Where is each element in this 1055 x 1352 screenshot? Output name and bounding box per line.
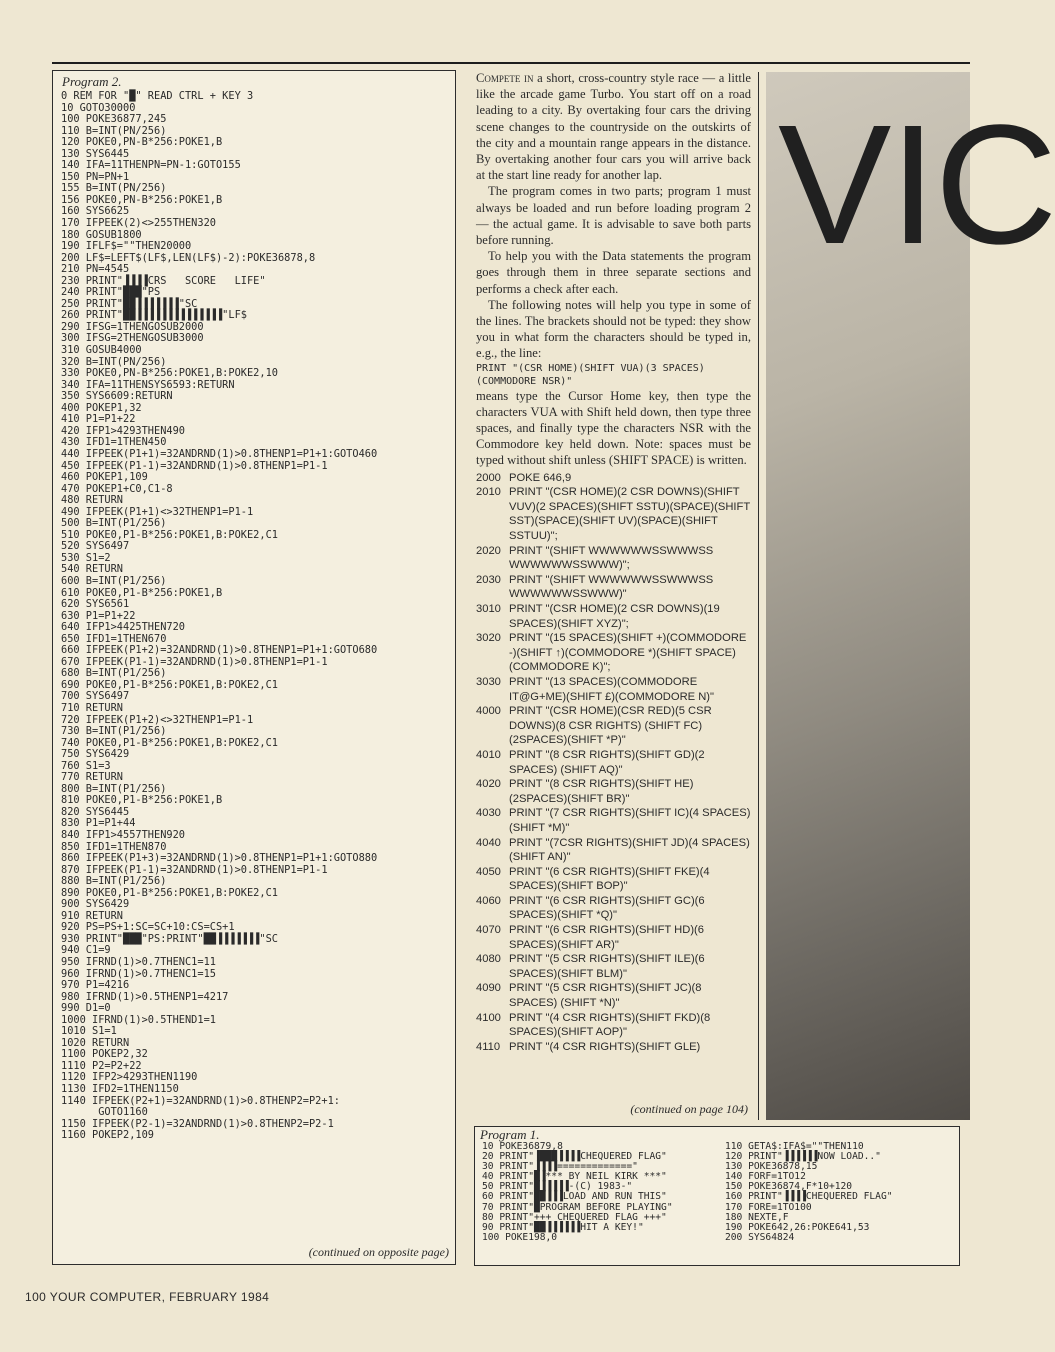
code-line: 870 IFPEEK(P1-1)=32ANDRND(1)>0.8THENP1=P1-1 bbox=[61, 863, 328, 876]
code-line: 60 PRINT"██▐▐▐LOAD AND RUN THIS" bbox=[482, 1191, 667, 1203]
code-line: 40 PRINT"█▐*** BY NEIL KIRK ***" bbox=[482, 1171, 667, 1183]
code-line: 800 B=INT(P1/256) bbox=[61, 782, 167, 795]
code-line: 160 PRINT"▐▐▐▐CHEQUERED FLAG" bbox=[725, 1191, 893, 1203]
code-line: 20 PRINT"▐███▐▐▐▐CHEQUERED FLAG" bbox=[482, 1151, 667, 1163]
code-line: 30 PRINT"▐▐▐▐=============" bbox=[482, 1161, 638, 1173]
code-line: 830 P1=P1+44 bbox=[61, 817, 136, 830]
program1-title: Program 1. bbox=[480, 1127, 540, 1142]
code-line: 730 B=INT(P1/256) bbox=[61, 725, 167, 738]
code-line: 620 SYS6561 bbox=[61, 598, 130, 611]
source-line-text: PRINT "(13 SPACES)(COMMODORE IT@G+ME)(SHIFT £)(COMMODORE N)" bbox=[509, 675, 714, 703]
car-photo bbox=[766, 72, 1055, 1120]
source-line bbox=[476, 675, 751, 704]
code-line: 630 P1=P1+22 bbox=[61, 609, 136, 622]
source-line-number: 4030 bbox=[476, 807, 501, 820]
code-line: 910 RETURN bbox=[61, 909, 123, 922]
source-line bbox=[476, 865, 751, 894]
code-line: 840 IFP1>4557THEN920 bbox=[61, 829, 185, 841]
code-line: 950 IFRND(1)>0.7THENC1=11 bbox=[61, 956, 216, 969]
code-line: 480 RETURN bbox=[61, 494, 123, 507]
code-line: 490 IFPEEK(P1+1)<>32THENP1=P1-1 bbox=[61, 505, 254, 518]
source-line-text: PRINT "(SHIFT WWWWWWSSWWWSS WWWWWWSSWWW)"; bbox=[509, 544, 714, 572]
source-line bbox=[476, 836, 751, 865]
code-line: 1010 S1=1 bbox=[61, 1025, 117, 1038]
code-line: 140 FORF=1TO12 bbox=[725, 1171, 806, 1183]
article-paragraph: To help you with the Data statements the program goes through them in three separate sections and performs a check after each. bbox=[476, 249, 751, 296]
article-paragraph: The following notes will help you type in some of the lines. The brackets should not be typed: they show you in what form the characters should be typed in, e.g., the line: bbox=[476, 297, 751, 361]
code-line: 810 POKE0,P1-B*256:POKE1,B bbox=[61, 794, 223, 807]
source-line-number: 4100 bbox=[476, 1011, 501, 1024]
source-line-number: 4110 bbox=[476, 1040, 501, 1053]
code-line: 1160 POKEP2,109 bbox=[61, 1129, 154, 1142]
source-line-text: PRINT "(6 CSR RIGHTS)(SHIFT FKE)(4 SPACES)(SHIFT BOP)" bbox=[509, 865, 710, 893]
program1-code-right bbox=[725, 1142, 957, 1243]
code-line: 240 PRINT"███"PS bbox=[61, 286, 161, 299]
source-line-number: 2020 bbox=[476, 544, 501, 557]
source-line-number: 4090 bbox=[476, 982, 501, 995]
code-line: 750 SYS6429 bbox=[61, 748, 130, 761]
code-line: 450 IFPEEK(P1-1)=32ANDRND(1)>0.8THENP1=P1-1 bbox=[61, 459, 328, 472]
code-line: 155 B=INT(PN/256) bbox=[61, 182, 167, 195]
source-line bbox=[476, 485, 751, 543]
source-line-number: 3030 bbox=[476, 675, 501, 688]
code-line: 150 PN=PN+1 bbox=[61, 170, 130, 183]
code-line: 200 SYS64824 bbox=[725, 1231, 795, 1243]
code-line: 330 POKE0,PN-B*256:POKE1,B:POKE2,10 bbox=[61, 367, 278, 380]
code-line: 650 IFD1=1THEN670 bbox=[61, 632, 167, 645]
code-line: 880 B=INT(P1/256) bbox=[61, 875, 167, 888]
code-line: 660 IFPEEK(P1+2)=32ANDRND(1)>0.8THENP1=P1+1:GOTO680 bbox=[61, 644, 378, 657]
code-line: 210 PN=4545 bbox=[61, 263, 130, 276]
code-line: 340 IFA=11THENSYS6593:RETURN bbox=[61, 378, 235, 391]
code-line: 920 PS=PS+1:SC=SC+10:CS=CS+1 bbox=[61, 921, 235, 934]
source-line-number: 4060 bbox=[476, 894, 501, 907]
source-line bbox=[476, 573, 751, 602]
code-line: 10 POKE36879,8 bbox=[482, 1141, 563, 1152]
code-line: 0 REM FOR "█" READ CTRL + KEY 3 bbox=[61, 90, 254, 102]
source-line-text: PRINT "(SHIFT WWWWWWSSWWWSS WWWWWWSSWWW)" bbox=[509, 573, 714, 601]
code-line: 460 POKEP1,109 bbox=[61, 471, 148, 484]
code-line: 1150 IFPEEK(P2-1)=32ANDRND(1)>0.8THENP2=P2-1 bbox=[61, 1117, 334, 1130]
source-line-number: 4010 bbox=[476, 748, 501, 761]
source-line-text: PRINT "(7 CSR RIGHTS)(SHIFT IC)(4 SPACES)(SHIFT *M)" bbox=[509, 807, 751, 834]
source-line-number: 4080 bbox=[476, 953, 501, 966]
code-line: 350 SYS6609:RETURN bbox=[61, 390, 173, 403]
code-line: GOTO1160 bbox=[61, 1106, 148, 1119]
source-line-text: PRINT "(5 CSR RIGHTS)(SHIFT JC)(8 SPACES) (SHIFT *N)" bbox=[509, 982, 702, 1010]
example-line: PRINT "(CSR HOME)(SHIFT VUA)(3 SPACES)(COMMODORE NSR)" bbox=[476, 362, 705, 387]
source-line bbox=[476, 1040, 751, 1055]
code-line: 80 PRINT"+++ CHEQUERED FLAG +++" bbox=[482, 1211, 667, 1223]
code-line: 820 SYS6445 bbox=[61, 805, 130, 818]
code-line: 100 POKE198,0 bbox=[482, 1231, 558, 1243]
headline: VIC bbox=[778, 90, 1055, 280]
code-line: 120 PRINT"▐▐▐▐▐▐NOW LOAD.." bbox=[725, 1151, 881, 1163]
source-line-text: PRINT "(5 CSR RIGHTS)(SHIFT ILE)(6 SPACES)(SHIFT BLM)" bbox=[509, 953, 705, 980]
code-line: 980 IFRND(1)>0.5THENP1=4217 bbox=[61, 990, 229, 1003]
code-line: 770 RETURN bbox=[61, 771, 123, 784]
source-line bbox=[476, 544, 751, 573]
code-line: 600 B=INT(P1/256) bbox=[61, 574, 167, 587]
code-line: 160 SYS6625 bbox=[61, 205, 130, 218]
code-line: 850 IFD1=1THEN870 bbox=[61, 840, 167, 853]
code-line: 610 POKE0,P1-B*256:POKE1,B bbox=[61, 586, 223, 599]
source-line-text: PRINT "(4 CSR RIGHTS)(SHIFT FKD)(8 SPACES)(SHIFT AOP)" bbox=[509, 1011, 711, 1039]
code-line: 940 C1=9 bbox=[61, 944, 111, 957]
code-line: 970 P1=4216 bbox=[61, 979, 130, 992]
program1-listing bbox=[474, 1126, 960, 1266]
code-line: 530 S1=2 bbox=[61, 551, 111, 564]
code-line: 170 IFPEEK(2)<>255THEN320 bbox=[61, 217, 216, 230]
source-line bbox=[476, 471, 751, 486]
code-line: 410 P1=P1+22 bbox=[61, 413, 136, 426]
code-line: 156 POKE0,PN-B*256:POKE1,B bbox=[61, 193, 223, 206]
top-rule bbox=[52, 62, 970, 64]
source-line bbox=[476, 923, 751, 952]
code-line: 510 POKE0,P1-B*256:POKE1,B:POKE2,C1 bbox=[61, 528, 278, 541]
source-line bbox=[476, 777, 751, 806]
code-line: 430 IFD1=1THEN450 bbox=[61, 436, 167, 449]
code-line: 440 IFPEEK(P1+1)=32ANDRND(1)>0.8THENP1=P1+1:GOTO460 bbox=[61, 447, 378, 460]
program2-title: Program 2. bbox=[62, 74, 122, 89]
code-line: 1120 IFP2>4293THEN1190 bbox=[61, 1071, 198, 1084]
source-line bbox=[476, 981, 751, 1010]
code-line: 190 POKE642,26:POKE641,53 bbox=[725, 1221, 870, 1233]
code-line: 300 IFSG=2THENGOSUB3000 bbox=[61, 332, 204, 345]
code-line: 250 PRINT"██▐▐▐▐▐▐▐"SC bbox=[61, 297, 198, 310]
code-line: 860 IFPEEK(P1+3)=32ANDRND(1)>0.8THENP1=P1+1:GOTO880 bbox=[61, 852, 378, 865]
code-line: 230 PRINT"▐▐▐▐CRS SCORE LIFE" bbox=[61, 274, 266, 287]
code-line: 150 POKE36874,F*10+120 bbox=[725, 1181, 853, 1193]
source-line bbox=[476, 631, 751, 675]
code-line: 1140 IFPEEK(P2+1)=32ANDRND(1)>0.8THENP2=P2+1: bbox=[61, 1094, 340, 1107]
source-line-text: PRINT "(8 CSR RIGHTS)(SHIFT HE)(2SPACES)(SHIFT BR)" bbox=[509, 778, 694, 805]
source-line bbox=[476, 806, 751, 835]
code-line: 290 IFSG=1THENGOSUB2000 bbox=[61, 320, 204, 333]
source-line bbox=[476, 894, 751, 923]
source-line-text: PRINT "(8 CSR RIGHTS)(SHIFT GD)(2 SPACES) (SHIFT AQ)" bbox=[509, 748, 705, 776]
code-line: 190 IFLF$=""THEN20000 bbox=[61, 240, 192, 253]
continued-opposite-note: (continued on opposite page) bbox=[308, 1245, 449, 1259]
source-line-text: PRINT "(CSR HOME)(CSR RED)(5 CSR DOWNS)(8 CSR RIGHTS) (SHIFT FC)(2SPACES)(SHIFT *P)" bbox=[509, 705, 712, 747]
code-line: 990 D1=0 bbox=[61, 1002, 111, 1015]
program1-code-left bbox=[482, 1142, 717, 1243]
code-line: 320 B=INT(PN/256) bbox=[61, 355, 167, 368]
source-line-text: PRINT "(CSR HOME)(2 CSR DOWNS)(19 SPACES)(SHIFT XYZ)"; bbox=[509, 603, 720, 630]
code-line: 1100 POKEP2,32 bbox=[61, 1048, 148, 1061]
code-line: 50 PRINT"█▐▐▐▐▐-(C) 1983-" bbox=[482, 1181, 633, 1193]
source-line-number: 4000 bbox=[476, 705, 501, 718]
source-line-text: PRINT "(15 SPACES)(SHIFT +)(COMMODORE -)(SHIFT ↑)(COMMODORE *)(SHIFT SPACE)(COMMODORE K)"; bbox=[509, 632, 747, 674]
code-line: 110 GETA$:IFA$=""THEN110 bbox=[725, 1141, 864, 1152]
source-line-list bbox=[476, 471, 751, 1055]
source-line-text: PRINT "(CSR HOME)(2 CSR DOWNS)(SHIFT VUV)(2 SPACES)(SHIFT SSTU)(SPACE)(SHIFT SST)(SPACE)(SHIFT UV)(SPACE)(SHIFT SSTUU)"; bbox=[509, 486, 750, 543]
code-line: 960 IFRND(1)>0.7THENC1=15 bbox=[61, 967, 216, 980]
source-line bbox=[476, 602, 751, 631]
source-line bbox=[476, 704, 751, 748]
code-line: 130 SYS6445 bbox=[61, 147, 130, 160]
program2-code bbox=[61, 91, 451, 1142]
code-line: 170 FORE=1TO100 bbox=[725, 1201, 812, 1213]
code-line: 140 IFA=11THENPN=PN-1:GOTO155 bbox=[61, 159, 241, 172]
source-line bbox=[476, 952, 751, 981]
code-line: 640 IFP1>4425THEN720 bbox=[61, 621, 185, 634]
code-line: 110 B=INT(PN/256) bbox=[61, 124, 167, 137]
code-line: 710 RETURN bbox=[61, 701, 123, 714]
article-column bbox=[476, 70, 751, 1125]
source-line-number: 4020 bbox=[476, 778, 501, 791]
code-line: 540 RETURN bbox=[61, 563, 123, 576]
code-line: 1110 P2=P2+22 bbox=[61, 1059, 142, 1072]
code-line: 90 PRINT"██▐▐▐▐▐▐HIT A KEY!" bbox=[482, 1221, 644, 1233]
article-paragraph: The program comes in two parts; program 1 must always be loaded and run before loading program 2 — the actual game. It is advisable to save both parts before running. bbox=[476, 184, 751, 248]
article-paragraph-intro: Compete in a short, cross-country style race — a little like the arcade game Turbo. You start off on a road leading to a city. By overtaking four cars the driving scene changes to the countryside on the outskirts of the city and a mountain range appears in the distance. By overtaking another four cars you will arrive back at the start line ready for another lap. bbox=[476, 71, 751, 183]
code-line: 1130 IFD2=1THEN1150 bbox=[61, 1083, 179, 1096]
code-line: 180 GOSUB1800 bbox=[61, 228, 142, 241]
code-line: 760 S1=3 bbox=[61, 759, 111, 772]
source-line bbox=[476, 1011, 751, 1040]
code-line: 890 POKE0,P1-B*256:POKE1,B:POKE2,C1 bbox=[61, 886, 278, 899]
code-line: 680 B=INT(P1/256) bbox=[61, 667, 167, 680]
source-line-text: PRINT "(7CSR RIGHTS)(SHIFT JD)(4 SPACES)(SHIFT AN)" bbox=[509, 836, 750, 864]
code-line: 400 POKEP1,32 bbox=[61, 401, 142, 414]
code-line: 670 IFPEEK(P1-1)=32ANDRND(1)>0.8THENP1=P1-1 bbox=[61, 655, 328, 668]
code-line: 520 SYS6497 bbox=[61, 540, 130, 553]
source-line-text: PRINT "(6 CSR RIGHTS)(SHIFT HD)(6 SPACES)(SHIFT AR)" bbox=[509, 924, 704, 951]
code-line: 180 NEXTE,F bbox=[725, 1211, 789, 1223]
code-line: 120 POKE0,PN-B*256:POKE1,B bbox=[61, 136, 223, 149]
code-line: 900 SYS6429 bbox=[61, 898, 130, 911]
code-line: 420 IFP1>4293THEN490 bbox=[61, 424, 185, 437]
code-line: 310 GOSUB4000 bbox=[61, 344, 142, 357]
source-line-number: 2010 bbox=[476, 486, 501, 499]
code-line: 700 SYS6497 bbox=[61, 690, 130, 703]
code-line: 470 POKEP1+C0,C1-8 bbox=[61, 482, 173, 495]
code-line: 100 POKE36877,245 bbox=[61, 113, 167, 126]
page-footer: 100 YOUR COMPUTER, FEBRUARY 1984 bbox=[25, 1290, 270, 1304]
code-line: 500 B=INT(P1/256) bbox=[61, 517, 167, 530]
source-line-text: POKE 646,9 bbox=[509, 471, 572, 484]
code-line: 260 PRINT"██▐▐▐▐▐▐▐▐▐▐▐▐▐▐"LF$ bbox=[61, 309, 247, 322]
program2-listing bbox=[52, 70, 456, 1265]
code-line: 1020 RETURN bbox=[61, 1036, 130, 1049]
source-line bbox=[476, 748, 751, 777]
source-line-text: PRINT "(6 CSR RIGHTS)(SHIFT GC)(6 SPACES)(SHIFT *Q)" bbox=[509, 894, 705, 922]
source-line-number: 4040 bbox=[476, 836, 501, 849]
code-line: 740 POKE0,P1-B*256:POKE1,B:POKE2,C1 bbox=[61, 736, 278, 749]
code-line: 720 IFPEEK(P1+2)<>32THENP1=P1-1 bbox=[61, 713, 254, 726]
code-line: 10 GOTO30000 bbox=[61, 101, 136, 114]
continued-page-104-note: (continued on page 104) bbox=[630, 1102, 748, 1116]
code-line: 200 LF$=LEFT$(LF$,LEN(LF$)-2):POKE36878,8 bbox=[61, 251, 316, 264]
source-line-number: 2030 bbox=[476, 573, 501, 586]
code-line: 930 PRINT"███"PS:PRINT"██▐▐▐▐▐▐▐"SC bbox=[61, 932, 278, 945]
source-line-number: 2000 bbox=[476, 471, 501, 484]
code-line: 1000 IFRND(1)>0.5THEND1=1 bbox=[61, 1013, 216, 1026]
source-line-number: 3020 bbox=[476, 632, 501, 645]
code-line: 690 POKE0,P1-B*256:POKE1,B:POKE2,C1 bbox=[61, 678, 278, 691]
source-line-number: 4070 bbox=[476, 924, 501, 937]
source-line-number: 4050 bbox=[476, 865, 501, 878]
article-paragraph: means type the Cursor Home key, then type the characters VUA with Shift held down, then type three spaces, and finally type the characters NSR with the Commodore key held down. Note: spaces must be typed without shift unless (SHIFT SPACE) is written. bbox=[476, 388, 751, 468]
column-divider bbox=[758, 72, 759, 1120]
code-line: 130 POKE36878,15 bbox=[725, 1161, 818, 1173]
source-line-number: 3010 bbox=[476, 603, 501, 616]
source-line-text: PRINT "(4 CSR RIGHTS)(SHIFT GLE) bbox=[509, 1040, 701, 1053]
article-lead-caps: Compete in bbox=[476, 71, 534, 85]
code-line: 70 PRINT"█PROGRAM BEFORE PLAYING" bbox=[482, 1201, 673, 1213]
